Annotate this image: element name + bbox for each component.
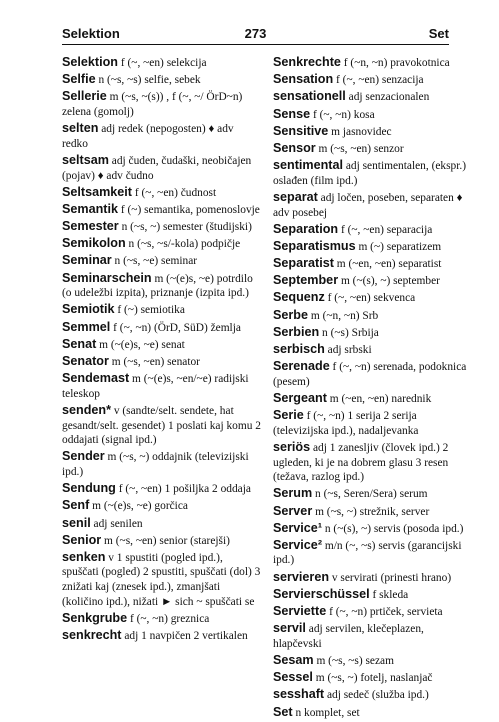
- dictionary-entry: [273, 538, 473, 568]
- dictionary-entry: [62, 89, 261, 119]
- entry-definition: m (~(e)s, ~e) senat: [96, 338, 185, 351]
- dictionary-entry: [62, 628, 261, 644]
- header-rule: [62, 44, 449, 45]
- dictionary-entry: [273, 107, 473, 123]
- dictionary-entry: [273, 359, 473, 389]
- entry-headword: Serie: [273, 408, 304, 423]
- entry-definition: f (~, ~en) sekvenca: [324, 292, 416, 305]
- entry-definition: n komplet, set: [292, 706, 360, 719]
- dictionary-entry: [273, 621, 473, 651]
- dictionary-entry: [62, 611, 261, 627]
- dictionary-entry: [62, 550, 261, 609]
- dictionary-entry: [273, 440, 473, 485]
- entry-headword: Sensation: [273, 72, 334, 87]
- entry-definition: v servirati (prinesti hrano): [329, 571, 452, 584]
- dictionary-entry: [273, 89, 473, 105]
- entry-headword: servil: [273, 621, 306, 636]
- header-last-word: Set: [428, 26, 449, 41]
- entry-definition: f (~) semiotika: [114, 304, 185, 317]
- dictionary-entry: [62, 236, 261, 252]
- entry-headword: Serum: [273, 486, 313, 501]
- entry-definition: adj 1 navpičen 2 vertikalen: [121, 630, 248, 643]
- entry-headword: Seltsamkeit: [62, 184, 133, 199]
- entry-definition: adj 1 zanesljiv (človek ipd.) 2 ugleden, ki je na dobrem glasu 3 resen (težava, razlog ipd.): [273, 441, 449, 484]
- entry-headword: Server: [273, 503, 313, 518]
- entry-definition: m (~s, ~s) sezam: [313, 655, 394, 667]
- entry-definition: adj servilen, klečeplazen, hlapčevski: [273, 623, 424, 650]
- entry-headword: Serbe: [273, 307, 309, 322]
- entry-definition: m (~en, ~en) separatist: [333, 258, 442, 271]
- right-column: [273, 55, 473, 722]
- entry-headword: Senf: [62, 498, 90, 513]
- entry-definition: m (~s, ~) strežnik, server: [312, 505, 430, 518]
- dictionary-entry: [273, 342, 473, 358]
- entry-definition: adj ločen, poseben, separaten ♦ adv posebej: [273, 191, 463, 219]
- entry-headword: Senior: [62, 532, 102, 547]
- dictionary-entry: [273, 290, 473, 306]
- entry-headword: Serbien: [273, 324, 320, 339]
- entry-headword: Senator: [62, 354, 109, 368]
- entry-definition: m (~) separatizem: [355, 240, 442, 253]
- entry-headword: Semiotik: [62, 302, 115, 317]
- dictionary-entry: [273, 308, 473, 324]
- entry-definition: f (~, ~en) selekcija: [118, 57, 207, 69]
- entry-headword: senil: [62, 515, 91, 530]
- entry-definition: f (~, ~n) kosa: [310, 108, 375, 121]
- entry-headword: Seminarschein: [62, 270, 152, 285]
- entry-headword: Sender: [62, 449, 105, 464]
- dictionary-entry: [273, 587, 473, 603]
- entry-headword: Service²: [273, 537, 323, 552]
- entry-definition: adj senzacionalen: [345, 91, 430, 104]
- dictionary-entry: [273, 158, 473, 188]
- dictionary-entry: [273, 604, 473, 620]
- entry-headword: Senkgrube: [62, 610, 128, 625]
- entry-headword: Sendung: [62, 481, 116, 496]
- entry-headword: serbisch: [273, 342, 325, 356]
- entry-definition: adj redek (nepogosten) ♦ adv redko: [62, 123, 234, 150]
- header-first-word: Selektion: [62, 26, 120, 41]
- entry-definition: v 1 spustiti (pogled ipd.), spuščati (pogled) 2 spustiti, spuščati (dol) 3 znižati kaj (znesek ipd.), zmanjšati (količino ipd.), nižati ► sich ~ spuščati se: [62, 551, 261, 608]
- entry-definition: m (~en, ~en) narednik: [326, 392, 432, 405]
- dictionary-entry: [273, 653, 473, 669]
- entry-headword: Sensitive: [273, 123, 329, 138]
- dictionary-entry: [273, 408, 473, 438]
- dictionary-entry: [273, 141, 473, 157]
- dictionary-entry: [273, 325, 473, 341]
- entry-headword: sensationell: [273, 89, 346, 104]
- entry-definition: m jasnovidec: [328, 125, 392, 138]
- dictionary-entry: [62, 533, 261, 549]
- dictionary-entry: [273, 124, 473, 140]
- dictionary-entry: [62, 185, 261, 201]
- dictionary-entry: [62, 449, 261, 479]
- dictionary-entry: [62, 55, 261, 71]
- entry-definition: f skleda: [369, 588, 409, 601]
- entry-headword: Senat: [62, 336, 97, 351]
- entry-headword: Set: [273, 704, 293, 719]
- entry-definition: m (~(e)s, ~e) potrdilo (o udeležbi izpita), priznanje (izpita ipd.): [62, 272, 253, 300]
- entry-headword: selten: [62, 121, 99, 136]
- entry-headword: Service¹: [273, 520, 323, 535]
- dictionary-entry: [273, 55, 473, 71]
- running-header: [62, 26, 449, 44]
- entry-definition: n (~s, Seren/Sera) serum: [312, 488, 428, 501]
- entry-headword: senkrecht: [62, 628, 122, 643]
- dictionary-entry: [62, 320, 261, 336]
- entry-headword: sentimental: [273, 158, 343, 173]
- entry-headword: Sellerie: [62, 89, 107, 104]
- entry-headword: Semmel: [62, 319, 111, 334]
- dictionary-entry: [62, 403, 261, 448]
- dictionary-entry: [62, 121, 261, 151]
- entry-headword: separat: [273, 189, 318, 204]
- entry-definition: v (sandte/selt. sendete, hat gesandt/selt. gesendet) 1 poslati kaj komu 2 oddajati (signal ipd.): [62, 404, 261, 447]
- entry-headword: Semantik: [62, 201, 118, 216]
- entry-definition: m (~s, ~) fotelj, naslanjač: [312, 672, 433, 685]
- entry-definition: adj srbski: [324, 344, 372, 356]
- entry-definition: adj senilen: [90, 517, 143, 530]
- dictionary-entry: [62, 354, 261, 370]
- entry-headword: seriös: [273, 439, 311, 454]
- entry-definition: n (~s, ~s) selfie, sebek: [95, 74, 201, 87]
- entry-definition: f (~, ~n) 1 serija 2 serija (televizijska ipd.), nadaljevanka: [273, 410, 419, 437]
- entry-headword: senden*: [62, 402, 111, 417]
- entry-headword: Sequenz: [273, 290, 325, 305]
- dictionary-entry: [62, 153, 261, 183]
- entry-headword: Semikolon: [62, 236, 126, 251]
- entry-definition: f (~, ~n) greznica: [127, 612, 210, 625]
- entry-definition: f (~, ~n) prtiček, servieta: [326, 606, 443, 619]
- entry-definition: f (~, ~en) čudnost: [132, 186, 217, 199]
- entry-definition: n (~s, ~s/-kola) podpičje: [125, 238, 241, 251]
- dictionary-entry: [273, 486, 473, 502]
- entry-headword: Seminar: [62, 253, 112, 268]
- dictionary-entry: [62, 337, 261, 353]
- dictionary-entry: [62, 481, 261, 497]
- entry-headword: Sensor: [273, 140, 316, 155]
- entry-definition: f (~n, ~n) pravokotnica: [340, 57, 450, 69]
- dictionary-entry: [273, 687, 473, 703]
- entry-definition: n (~s) Srbija: [319, 326, 379, 339]
- entry-definition: f (~, ~n) serenada, podoknica (pesem): [273, 361, 467, 388]
- entry-definition: m (~n, ~n) Srb: [308, 309, 379, 322]
- entry-headword: Sendemast: [62, 371, 130, 386]
- entry-definition: adj čuden, čudaški, neobičajen (pojav) ♦ adv čudno: [62, 154, 252, 182]
- dictionary-entry: [62, 498, 261, 514]
- dictionary-entry: [273, 570, 473, 586]
- entry-headword: Separatist: [273, 256, 334, 271]
- entry-definition: m (~s, ~(s)) , f (~, ~/ ÖrD~n) zelena (gomolj): [62, 91, 243, 118]
- dictionary-entry: [273, 521, 473, 537]
- entry-headword: Serviette: [273, 604, 327, 619]
- dictionary-entry: [273, 273, 473, 289]
- entry-headword: Sessel: [273, 670, 313, 685]
- entry-headword: Separatismus: [273, 238, 356, 253]
- dictionary-entry: [273, 670, 473, 686]
- dictionary-entry: [273, 239, 473, 255]
- entry-definition: m (~(e)s, ~en/~e) radijski teleskop: [62, 373, 249, 400]
- entry-headword: Servierschüssel: [273, 586, 370, 601]
- entry-definition: m (~s, ~en) senzor: [315, 142, 404, 155]
- entry-definition: f (~) semantika, pomenoslovje: [118, 203, 260, 216]
- page-number: 273: [244, 26, 267, 41]
- entry-headword: September: [273, 273, 339, 288]
- entry-definition: f (~, ~en) 1 pošiljka 2 oddaja: [115, 483, 251, 496]
- dictionary-entry: [62, 253, 261, 269]
- entry-headword: Selfie: [62, 72, 96, 87]
- entry-definition: adj sentimentalen, (ekspr.) oslađen (film ipd.): [273, 160, 467, 187]
- entry-headword: Separation: [273, 221, 339, 236]
- entry-definition: f (~, ~n) (ÖrD, SüD) žemlja: [110, 321, 241, 334]
- entry-definition: adj sedeč (služba ipd.): [324, 689, 429, 702]
- dictionary-entry: [273, 504, 473, 520]
- dictionary-entry: [273, 705, 473, 721]
- entry-definition: n (~s, ~) semester (študijski): [118, 221, 252, 234]
- entry-headword: Sergeant: [273, 390, 327, 405]
- dictionary-entry: [62, 302, 261, 318]
- entry-definition: m (~s, ~en) senior (starejši): [101, 534, 230, 547]
- entry-definition: f (~, ~en) senzacija: [333, 74, 424, 87]
- entry-definition: n (~s, ~e) seminar: [111, 255, 198, 268]
- entry-headword: Semester: [62, 219, 119, 234]
- entry-definition: m/n (~, ~s) servis (garancijski ipd.): [273, 539, 462, 567]
- dictionary-entry: [62, 271, 261, 301]
- entry-headword: sesshaft: [273, 687, 325, 702]
- dictionary-entry: [62, 371, 261, 401]
- dictionary-entry: [62, 219, 261, 235]
- entry-headword: seltsam: [62, 152, 109, 167]
- dictionary-entry: [62, 72, 261, 88]
- dictionary-entry: [273, 222, 473, 238]
- dictionary-entry: [273, 391, 473, 407]
- entry-headword: Serenade: [273, 359, 330, 374]
- entry-headword: Sesam: [273, 653, 314, 667]
- entry-headword: senken: [62, 549, 106, 564]
- entry-definition: m (~s, ~en) senator: [108, 356, 200, 368]
- dictionary-entry: [62, 516, 261, 532]
- entry-definition: m (~(s), ~) september: [338, 275, 440, 288]
- dictionary-entry: [273, 256, 473, 272]
- dictionary-entry: [273, 72, 473, 88]
- entry-headword: servieren: [273, 569, 330, 584]
- entry-definition: m (~s, ~) oddajnik (televizijski ipd.): [62, 451, 249, 478]
- entry-headword: Sense: [273, 106, 311, 121]
- dictionary-entry: [62, 202, 261, 218]
- entry-definition: n (~(s), ~) servis (posoda ipd.): [322, 522, 464, 535]
- entry-definition: f (~, ~en) separacija: [338, 223, 433, 236]
- dictionary-entry: [273, 190, 473, 220]
- entry-headword: Selektion: [62, 55, 118, 69]
- entry-headword: Senkrechte: [273, 55, 341, 69]
- entry-definition: m (~(e)s, ~e) gorčica: [89, 500, 188, 513]
- left-column: [62, 55, 261, 645]
